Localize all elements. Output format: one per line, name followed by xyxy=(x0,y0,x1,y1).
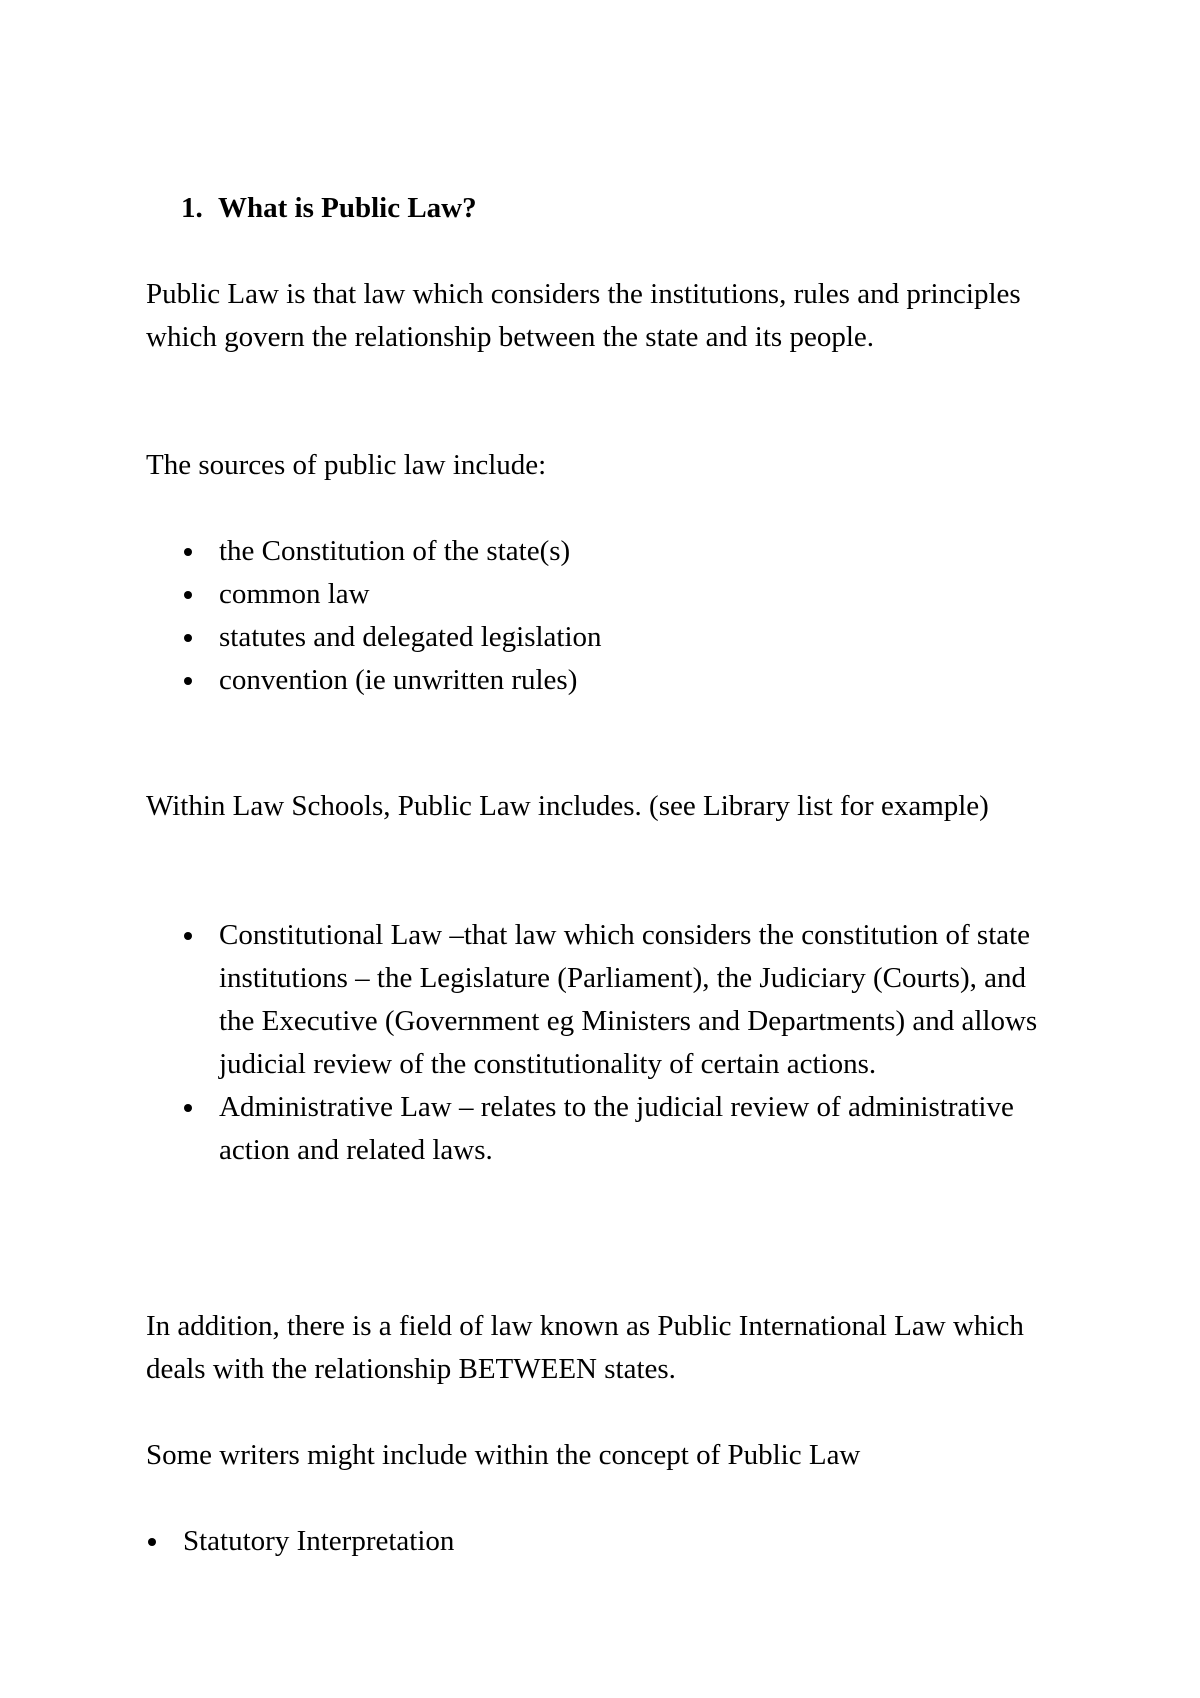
international-note: In addition, there is a field of law known as Public International Law which deals with the relationship BETWEEN states. xyxy=(146,1310,1024,1385)
law-schools-intro: Within Law Schools, Public Law includes. (see Library list for example) xyxy=(146,790,989,822)
list-item: Statutory Interpretation xyxy=(183,1525,455,1557)
list-item: common law xyxy=(219,578,370,610)
heading-number: 1. xyxy=(181,192,203,224)
intro-paragraph: Public Law is that law which considers the institutions, rules and principles which govern the relationship between the state and its people. xyxy=(146,278,1021,353)
writers-list xyxy=(110,1520,1030,1563)
list-item: statutes and delegated legislation xyxy=(219,621,602,653)
list-item: Constitutional Law –that law which considers the constitution of state institutions – the Legislature (Parliament), the Judiciary (Courts), and the Executive (Government eg Ministers and Departments) and allows judicial review of the constitutionality of certain actions. xyxy=(219,919,1038,1080)
sources-intro: The sources of public law include: xyxy=(146,449,547,481)
list-item: Administrative Law – relates to the judicial review of administrative action and related laws. xyxy=(219,1091,1014,1166)
sources-list xyxy=(146,530,1066,702)
law-school-subjects-list xyxy=(146,914,1066,1172)
section-heading xyxy=(181,187,477,230)
writers-intro: Some writers might include within the concept of Public Law xyxy=(146,1439,861,1471)
list-item: the Constitution of the state(s) xyxy=(219,535,571,567)
list-item: convention (ie unwritten rules) xyxy=(219,664,578,696)
heading-text: What is Public Law? xyxy=(218,192,477,224)
